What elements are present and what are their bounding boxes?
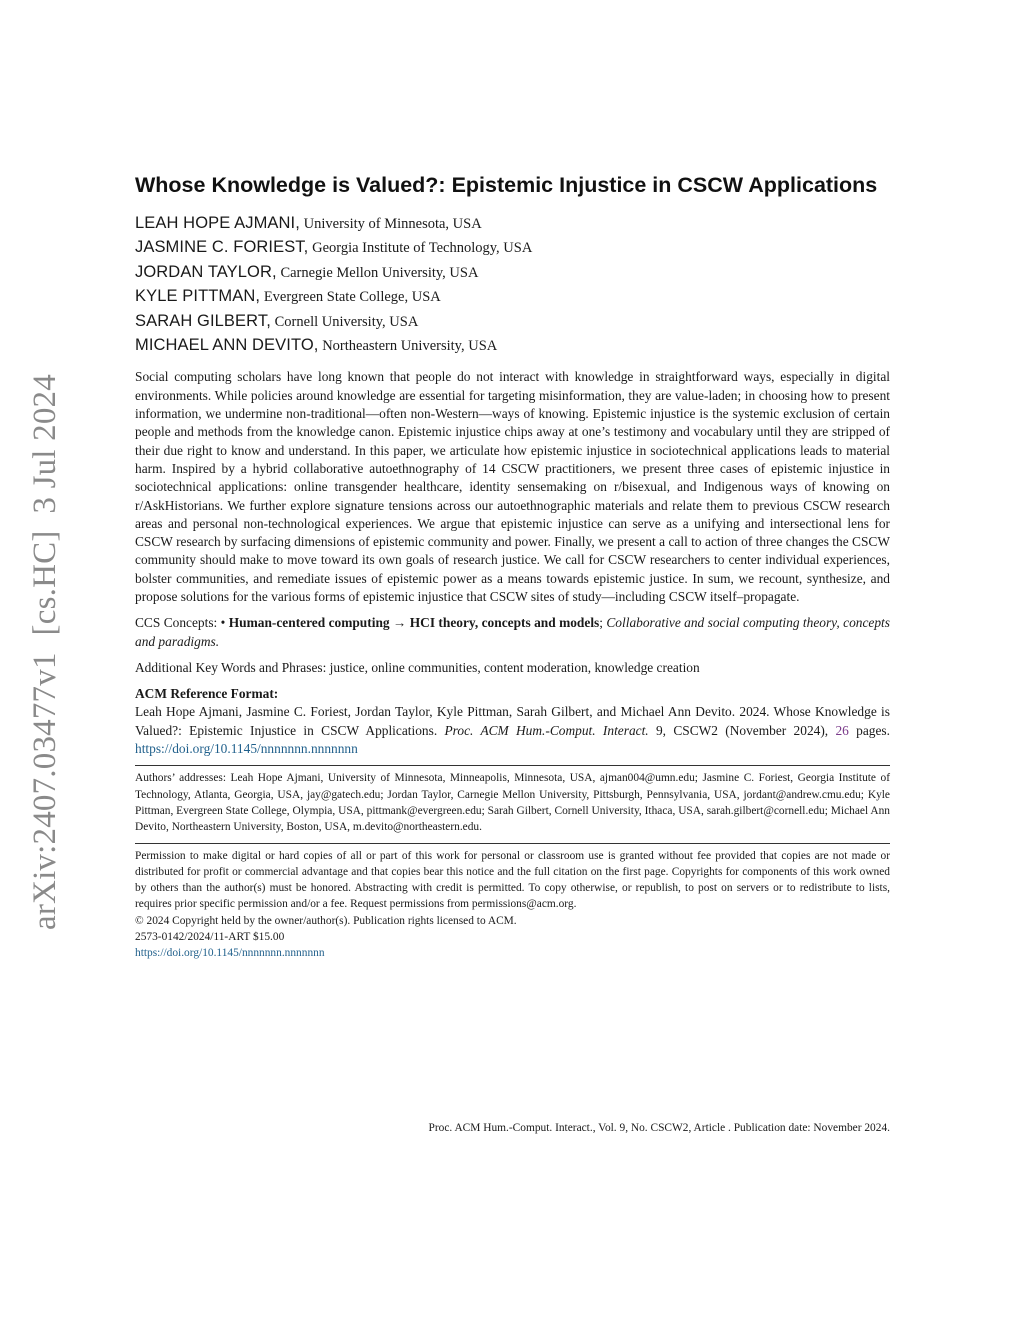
copyright-line: © 2024 Copyright held by the owner/author(s). Publication rights licensed to ACM. xyxy=(135,914,517,927)
permission-notice: Permission to make digital or hard copies of all or part of this work for personal or classroom use is granted without fee provided that copies are not made or distributed for profit or commercial advantage and that copies bear this notice and the full citation on the first page. Copyrights for components of this work owned by others than the author(s) must be honored. Abstracting with credit is permitted. To copy otherwise, or republish, to post on servers or to redistribute to lists, requires prior specific permission and/or a fee. Request permissions from permissions@acm.org. xyxy=(135,849,890,911)
reference-journal: Proc. ACM Hum.-Comput. Interact. xyxy=(444,722,649,738)
reference-doi-link[interactable]: https://doi.org/10.1145/nnnnnnn.nnnnnnn xyxy=(135,741,358,757)
author-entry xyxy=(135,261,890,285)
divider xyxy=(135,843,890,844)
reference-heading: ACM Reference Format: xyxy=(135,686,279,702)
reference-issue: , CSCW2 (November 2024), xyxy=(662,722,829,738)
author-entry xyxy=(135,334,890,358)
abstract: Social computing scholars have long known that people do not interact with knowledge in straightforward ways, especially in digital environments. While policies around knowledge are essential for targeting misinformation, they are value-laden; in choosing how to present information, we undermine non-traditional—often non-Western—ways of knowing. Epistemic injustice is the systemic exclusion of certain people and methods from the knowledge canon. Epistemic injustice chips away at one’s testimony and vocabulary until they are stripped of their due right to know and understand. In this paper, we articulate how epistemic injustice in sociotechnical applications leads to material harm. Inspired by a hybrid collaborative autoethnography of 14 CSCW practitioners, we present three cases of epistemic injustice in sociotechnical applications: online transgender healthcare, identity sensemaking on r/bisexual, and Indigenous ways of knowing on r/AskHistorians. We further explore signature tensions across our autoethnographic materials and relate them to previous CSCW research areas and personal non-technological experiences. We argue that epistemic injustice can serve as a unifying and intersectional lens for CSCW research by surfacing dimensions of epistemic community and power. Finally, we present a call to action of three changes the CSCW community should make to move toward its own goals of research justice. We call for CSCW researchers to center individual experiences, bolster communities, and remediate issues of epistemic power as a means towards epistemic justice. In sum, we recount, synthesize, and propose solutions for the various forms of epistemic injustice that CSCW sites of study—including CSCW itself–propagate. xyxy=(135,369,890,604)
ccs-concepts xyxy=(135,614,890,651)
reference-format xyxy=(135,703,890,758)
issn-line: 2573-0142/2024/11-ART $15.00 xyxy=(135,931,285,944)
page-footer: Proc. ACM Hum.-Comput. Interact., Vol. 9, No. CSCW2, Article . Publication date: November 2024. xyxy=(428,1122,890,1134)
first-page xyxy=(135,170,890,962)
paper-title: Whose Knowledge is Valued?: Epistemic Injustice in CSCW Applications xyxy=(135,173,878,197)
divider xyxy=(135,765,890,766)
author-name: KYLE PITTMAN, xyxy=(135,287,261,306)
reference-pages-label: pages. xyxy=(856,722,890,738)
ccs-label: CCS Concepts: • xyxy=(135,615,226,631)
reference-authors: Leah Hope Ajmani, Jasmine C. Foriest, Jordan Taylor, Kyle Pittman, Sarah Gilbert, and Michael Ann Devito. 2024. Whose Knowledge is Valued?: Epistemic Injustice in CSCW Applications. xyxy=(135,704,890,738)
arxiv-identifier: arXiv:2407.03477v1 [cs.HC] 3 Jul 2024 xyxy=(27,374,63,930)
author-affiliation: Carnegie Mellon University, USA xyxy=(280,264,479,281)
author-entry xyxy=(135,212,890,236)
author-affiliation: Georgia Institute of Technology, USA xyxy=(312,240,533,257)
author-name: JORDAN TAYLOR, xyxy=(135,262,277,281)
author-entry xyxy=(135,285,890,309)
author-affiliation: University of Minnesota, USA xyxy=(303,216,482,232)
author-name: MICHAEL ANN DEVITO, xyxy=(135,336,319,355)
keywords: Additional Key Words and Phrases: justice, online communities, content moderation, knowledge creation xyxy=(135,659,700,675)
author-affiliation: Cornell University, USA xyxy=(274,313,419,330)
author-affiliation: Evergreen State College, USA xyxy=(263,289,441,306)
author-entry xyxy=(135,236,890,260)
author-entry xyxy=(135,310,890,334)
reference-volume: 9 xyxy=(655,722,663,738)
author-name: LEAH HOPE AJMANI, xyxy=(135,214,300,232)
author-name: SARAH GILBERT, xyxy=(135,311,271,330)
author-name: JASMINE C. FORIEST, xyxy=(135,238,309,257)
author-addresses: Authors’ addresses: Leah Hope Ajmani, University of Minnesota, Minneapolis, Minnesota, USA, ajman004@umn.edu; Jasmine C. Foriest, Georgia Institute of Technology, Atlanta, Georgia, USA, jay@gatech.edu; Jordan Taylor, Carnegie Mellon University, Pittsburgh, Pennsylvania, USA, jordant@andrew.cmu.edu; Kyle Pittman, Evergreen State College, Olympia, USA, pittmank@evergreen.edu; Sarah Gilbert, Cornell University, Ithaca, USA, sarah.gilbert@cornell.edu; Michael Ann Devito, Northeastern University, Boston, USA, m.devito@northeastern.edu. xyxy=(135,772,890,834)
ccs-italic-concept: Collaborative and social computing theory, concepts and paradigms. xyxy=(135,615,890,649)
doi-link[interactable]: https://doi.org/10.1145/nnnnnnn.nnnnnnn xyxy=(135,947,325,960)
author-list xyxy=(135,212,890,358)
ccs-separator: ; xyxy=(599,615,603,631)
ccs-bold-concept: Human-centered computing → HCI theory, concepts and models xyxy=(228,615,600,631)
reference-pages-link[interactable]: 26 xyxy=(835,722,849,738)
author-affiliation: Northeastern University, USA xyxy=(322,338,498,355)
